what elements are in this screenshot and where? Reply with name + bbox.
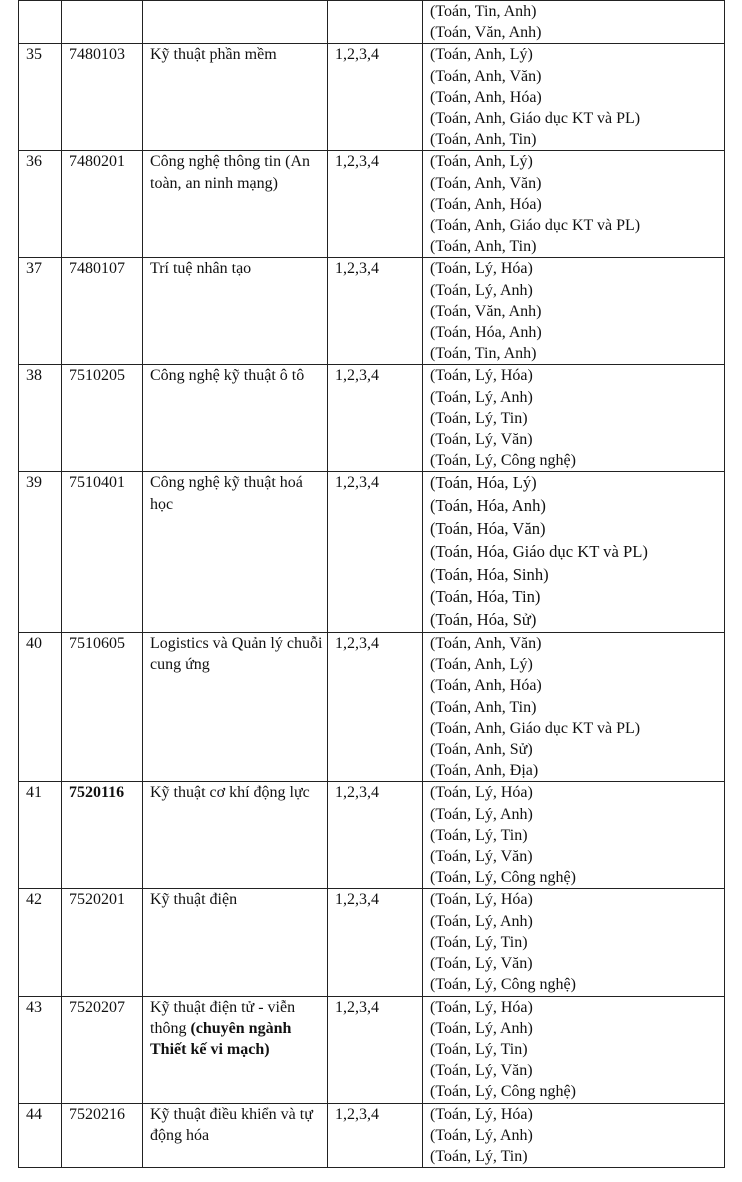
subject-combinations [423,889,725,996]
major-name-part: Kỹ thuật điện [150,891,238,909]
subject-combination: (Toán, Anh, Hóa) [430,677,542,695]
major-name-part: Kỹ thuật điều khiển và tự động hóa [150,1105,313,1144]
subject-combination: (Toán, Lý, Công nghệ) [430,1083,576,1101]
subject-combination: (Toán, Lý, Tin) [430,826,528,844]
major-name-part: Kỹ thuật phần mềm [150,46,277,64]
major-name [143,365,328,472]
subject-combination: (Toán, Anh, Lý) [430,656,533,674]
row-number: 40 [19,633,62,782]
subject-combinations [423,365,725,472]
row-number: 37 [19,258,62,365]
subject-combination: (Toán, Lý, Văn) [430,955,533,973]
row-number: 39 [19,472,62,633]
subject-combination: (Toán, Lý, Anh) [430,805,533,823]
admission-methods: 1,2,3,4 [328,151,423,258]
subject-combination: (Toán, Anh, Giáo dục KT và PL) [430,217,641,235]
table-row [19,472,725,633]
major-name [143,258,328,365]
subject-combination: (Toán, Lý, Tin) [430,1040,528,1058]
major-name-part: Công nghệ kỹ thuật ô tô [150,367,305,385]
table-row [19,365,725,472]
major-name [143,996,328,1103]
subject-combination: (Toán, Lý, Văn) [430,1062,533,1080]
row-number: 42 [19,889,62,996]
admission-methods: 1,2,3,4 [328,1103,423,1168]
major-code: 7520207 [62,996,143,1103]
subject-combination: (Toán, Lý, Anh) [430,912,533,930]
row-number: 41 [19,782,62,889]
major-code: 7520216 [62,1103,143,1168]
admission-methods: 1,2,3,4 [328,365,423,472]
major-name [143,151,328,258]
admission-methods: 1,2,3,4 [328,258,423,365]
subject-combinations [423,633,725,782]
subject-combination: (Toán, Lý, Công nghệ) [430,976,576,994]
major-code: 7480103 [62,44,143,151]
row-number: 36 [19,151,62,258]
subject-combination: (Toán, Lý, Anh) [430,1019,533,1037]
subject-combination: (Toán, Anh, Văn) [430,67,542,85]
admission-methods: 1,2,3,4 [328,782,423,889]
subject-combination: (Toán, Hóa, Giáo dục KT và PL) [430,541,648,561]
subject-combination: (Toán, Lý, Hóa) [430,998,533,1016]
row-number: 44 [19,1103,62,1168]
subject-combination: (Toán, Anh, Hóa) [430,88,542,106]
subject-combination: (Toán, Anh, Văn) [430,174,542,192]
major-name-part: Logistics và Quản lý chuỗi cung ứng [150,635,323,674]
major-name [143,782,328,889]
row-number [19,1,62,44]
subject-combinations [423,782,725,889]
subject-combinations [423,996,725,1103]
major-name-part: (chuyên ngành Thiết kế vi mạch) [150,1019,292,1058]
major-name-part: Công nghệ kỹ thuật hoá học [150,474,303,513]
subject-combination: (Toán, Hóa, Anh) [430,324,542,342]
subject-combination: (Toán, Hóa, Sinh) [430,564,549,584]
major-name [143,633,328,782]
subject-combination: (Toán, Anh, Hóa) [430,195,542,213]
table-row [19,996,725,1103]
subject-combination: (Toán, Anh, Sử) [430,741,533,759]
subject-combination: (Toán, Lý, Hóa) [430,367,533,385]
subject-combination: (Toán, Lý, Anh) [430,388,533,406]
admission-methods: 1,2,3,4 [328,472,423,633]
subject-combination: (Toán, Lý, Anh) [430,1126,533,1144]
subject-combination: (Toán, Lý, Hóa) [430,1105,533,1123]
major-name-part: Kỹ thuật cơ khí động lực [150,784,310,802]
subject-combination: (Toán, Anh, Địa) [430,762,539,780]
subject-combination: (Toán, Lý, Văn) [430,431,533,449]
major-code: 7480201 [62,151,143,258]
table-row [19,889,725,996]
subject-combination: (Toán, Hóa, Sử) [430,610,537,630]
subject-combinations [423,151,725,258]
subject-combination: (Toán, Lý, Tin) [430,409,528,427]
major-code: 7510401 [62,472,143,633]
admission-table [18,0,725,1168]
subject-combination: (Toán, Hóa, Lý) [430,473,537,493]
major-name-part: Trí tuệ nhân tạo [150,260,252,278]
subject-combinations [423,472,725,633]
subject-combination: (Toán, Lý, Anh) [430,281,533,299]
subject-combination: (Toán, Lý, Hóa) [430,891,533,909]
subject-combination: (Toán, Anh, Văn) [430,635,542,653]
admission-methods: 1,2,3,4 [328,633,423,782]
admission-methods: 1,2,3,4 [328,889,423,996]
subject-combination: (Toán, Lý, Tin) [430,1147,528,1165]
major-name [143,889,328,996]
table-row [19,44,725,151]
table-row [19,782,725,889]
table-row [19,1,725,44]
subject-combination: (Toán, Anh, Lý) [430,153,533,171]
subject-combinations [423,44,725,151]
table-row [19,633,725,782]
admission-methods: 1,2,3,4 [328,996,423,1103]
table-row [19,258,725,365]
major-code: 7520201 [62,889,143,996]
table-body [19,1,725,1168]
subject-combination: (Toán, Hóa, Văn) [430,519,546,539]
admission-methods [328,1,423,44]
major-code: 7480107 [62,258,143,365]
subject-combination: (Toán, Anh, Tin) [430,698,537,716]
subject-combination: (Toán, Anh, Tin) [430,131,537,149]
subject-combination: (Toán, Lý, Công nghệ) [430,869,576,887]
subject-combinations [423,1,725,44]
subject-combination: (Toán, Hóa, Anh) [430,496,546,516]
row-number: 35 [19,44,62,151]
major-code [62,1,143,44]
subject-combination: (Toán, Anh, Lý) [430,46,533,64]
subject-combination: (Toán, Lý, Văn) [430,848,533,866]
subject-combinations [423,1103,725,1168]
major-name-part: Công nghệ thông tin (An toàn, an ninh mạng) [150,153,310,192]
major-name [143,44,328,151]
subject-combination: (Toán, Tin, Anh) [430,3,537,20]
admission-methods: 1,2,3,4 [328,44,423,151]
subject-combination: (Toán, Lý, Tin) [430,933,528,951]
subject-combination: (Toán, Hóa, Tin) [430,587,541,607]
table-row [19,151,725,258]
subject-combination: (Toán, Anh, Giáo dục KT và PL) [430,110,641,128]
subject-combination: (Toán, Văn, Anh) [430,24,542,42]
table-row [19,1103,725,1168]
subject-combination: (Toán, Văn, Anh) [430,302,542,320]
major-name [143,1,328,44]
major-code: 7510605 [62,633,143,782]
major-code: 7520116 [62,782,143,889]
subject-combination: (Toán, Lý, Hóa) [430,260,533,278]
subject-combination: (Toán, Anh, Giáo dục KT và PL) [430,719,641,737]
major-code: 7510205 [62,365,143,472]
major-name [143,472,328,633]
subject-combination: (Toán, Lý, Công nghệ) [430,452,576,470]
subject-combination: (Toán, Tin, Anh) [430,345,537,363]
subject-combination: (Toán, Lý, Hóa) [430,784,533,802]
major-name-part: Kỹ thuật điện tử - viễn thông [150,998,296,1037]
row-number: 43 [19,996,62,1103]
major-name [143,1103,328,1168]
row-number: 38 [19,365,62,472]
subject-combinations [423,258,725,365]
subject-combination: (Toán, Anh, Tin) [430,238,537,256]
